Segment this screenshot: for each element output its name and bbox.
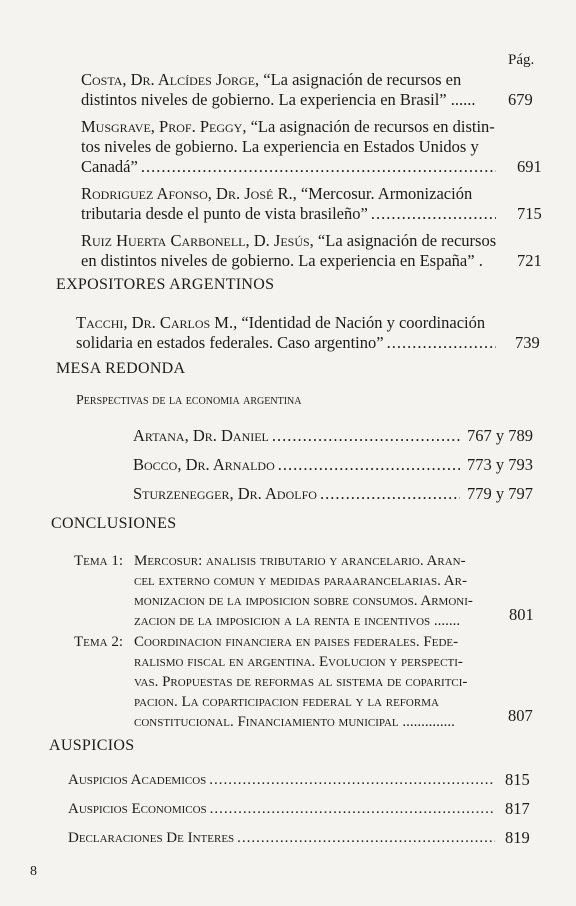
entry-page: 691 [517, 157, 542, 176]
toc-entry-ruiz [81, 231, 499, 271]
entry-page: 715 [517, 204, 542, 223]
tema-2-label: Tema 2: [74, 634, 124, 650]
tema-line: vas. Propuestas de reformas al sistema de coparitci- [134, 674, 468, 690]
mesa-subtitle: Perspectivas de la economia argentina [76, 393, 302, 408]
section-heading-expositores: EXPOSITORES ARGENTINOS [56, 276, 275, 293]
tema-line: cel externo comun y medidas paraarancelarias. Ar- [134, 573, 467, 589]
auspicio-name: Auspicios Economicos [68, 801, 207, 817]
tema-line: ralismo fiscal en argentina. Evolucion y perspecti- [134, 654, 463, 670]
mesa-item-pages: 773 y 793 [467, 455, 533, 474]
tema-line: monizacion de la imposicion sobre consumos. Armoni- [134, 593, 473, 609]
entry-author: Costa, Dr. Alcídes Jorge [81, 70, 256, 89]
tema-2-page: 807 [508, 706, 533, 725]
tema-2-text [134, 632, 504, 732]
leader-dots [320, 484, 460, 504]
entry-page: 679 [508, 90, 533, 109]
tema-line: zacion de la imposicion a la renta e incentivos ....... [134, 613, 461, 629]
tema-line: Mercosur: analisis tributario y arancelario. Aran- [134, 553, 466, 569]
leader-dots [278, 455, 460, 475]
entry-title-line: , “Identidad de Nación y coordinación [233, 313, 486, 332]
toc-entry-tacchi [76, 313, 499, 353]
auspicio-name: Declaraciones De Interes [68, 830, 235, 846]
entry-page: 739 [515, 333, 540, 352]
mesa-item [133, 484, 463, 504]
tema-line: Coordinacion financiera en paises federales. Fede- [134, 634, 459, 650]
entry-title-line: , “La asignación de recursos en [255, 70, 462, 89]
mesa-item-pages: 767 y 789 [467, 426, 533, 445]
auspicio-page: 815 [505, 770, 530, 789]
entry-title-line: tributaria desde el punto de vista brasileño” [81, 204, 368, 223]
entry-page: 721 [517, 251, 542, 270]
entry-title-line: , “La asignación de recursos en distin- [242, 117, 495, 136]
page-number: 8 [30, 864, 37, 879]
auspicio-page: 817 [505, 799, 530, 818]
entry-title-line: , “Mercosur. Armonización [292, 184, 473, 203]
auspicio-item [68, 799, 498, 819]
entry-author: Ruiz Huerta Carbonell, D. Jesús [81, 231, 310, 250]
toc-entry-rodriguez [81, 184, 499, 224]
leader-dots [272, 426, 460, 446]
auspicio-name: Auspicios Academicos [68, 772, 207, 788]
leader-dots [237, 828, 495, 848]
mesa-item-pages: 779 y 797 [467, 484, 533, 503]
entry-title-line: , “La asignación de recursos [309, 231, 497, 250]
tema-1-label: Tema 1: [74, 553, 124, 569]
entry-title-line: Canadá” [81, 157, 138, 176]
entry-title-line: en distintos niveles de gobierno. La experiencia en España” . [81, 251, 483, 270]
entry-author: Tacchi, Dr. Carlos M. [76, 313, 234, 332]
auspicio-page: 819 [505, 828, 530, 847]
mesa-item-name: Artana, Dr. Daniel [133, 426, 269, 445]
section-heading-auspicios: AUSPICIOS [49, 737, 135, 754]
mesa-item-name: Bocco, Dr. Arnaldo [133, 455, 275, 474]
entry-title-line: distintos niveles de gobierno. La experiencia en Brasil” ...... [81, 90, 476, 109]
section-heading-mesa: MESA REDONDA [56, 360, 186, 377]
tema-1-page: 801 [509, 605, 534, 624]
page-column-label: Pág. [508, 52, 535, 68]
mesa-item-name: Sturzenegger, Dr. Adolfo [133, 484, 317, 503]
leader-dots [371, 204, 496, 224]
auspicio-item [68, 770, 498, 790]
section-heading-conclusiones: CONCLUSIONES [51, 515, 177, 532]
auspicio-item [68, 828, 498, 848]
entry-author: Musgrave, Prof. Peggy [81, 117, 243, 136]
leader-dots [210, 799, 495, 819]
tema-line: constitucional. Financiamiento municipal .............. [134, 714, 455, 730]
toc-entry-musgrave [81, 117, 499, 177]
tema-line: pacion. La coparticipacion federal y la reforma [134, 694, 439, 710]
entry-title-line: solidaria en estados federales. Caso argentino” [76, 333, 384, 352]
mesa-item [133, 455, 463, 475]
entry-title-line: tos niveles de gobierno. La experiencia en Estados Unidos y [81, 137, 479, 156]
leader-dots [387, 333, 496, 353]
leader-dots [141, 157, 496, 177]
toc-entry-costa [81, 70, 499, 110]
leader-dots [209, 770, 495, 790]
entry-author: Rodriguez Afonso, Dr. José R. [81, 184, 293, 203]
tema-1-text [134, 551, 504, 631]
mesa-item [133, 426, 463, 446]
